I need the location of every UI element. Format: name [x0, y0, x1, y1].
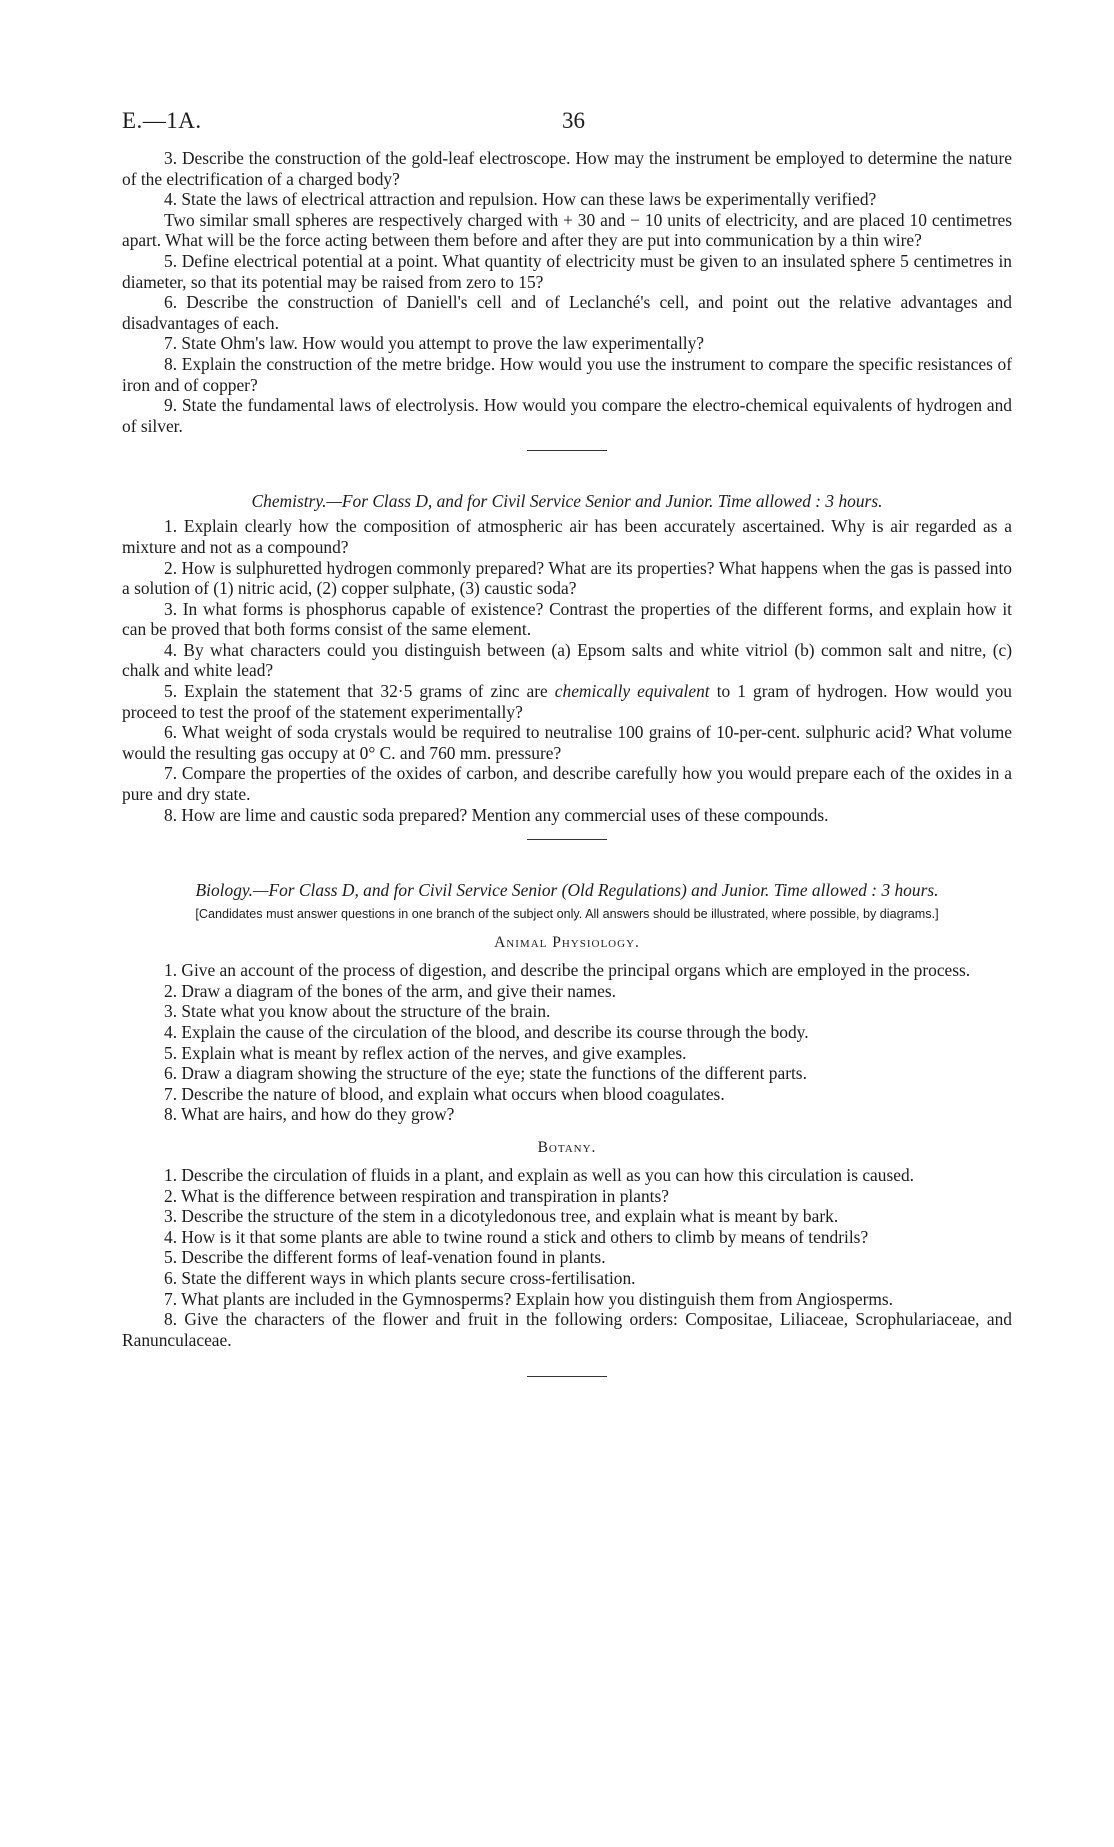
- question-paragraph: 4. State the laws of electrical attraction and repulsion. How can these laws be experimentally verified?: [164, 189, 877, 210]
- question-paragraph: 3. State what you know about the structure of the brain.: [164, 1001, 551, 1022]
- question-paragraph: 2. How is sulphuretted hydrogen commonly prepared? What are its properties? What happens when the gas is passed into a solution of (1) nitric acid, (2) copper sulphate, (3) caustic soda?: [122, 557, 1012, 599]
- page-number: 36: [562, 108, 585, 133]
- question-paragraph: 2. What is the difference between respiration and transpiration in plants?: [164, 1185, 669, 1206]
- question-paragraph: 7. State Ohm's law. How would you attempt to prove the law experimentally?: [164, 333, 705, 354]
- document-reference: E.—1A.: [122, 108, 202, 133]
- instruction-note: [Candidates must answer questions in one branch of the subject only. All answers should be illustrated, where possible, by diagrams.]: [195, 907, 939, 922]
- question-paragraph: 1. Describe the circulation of fluids in a plant, and explain as well as you can how this circulation is caused.: [164, 1164, 914, 1185]
- question-paragraph: 7. Compare the properties of the oxides of carbon, and describe carefully how you would prepare each of the oxides in a pure and dry state.: [122, 763, 1012, 805]
- question-text: 5. Explain the statement that 32·5 grams of zinc are: [164, 681, 555, 702]
- question-paragraph: [122, 681, 1012, 722]
- section-divider: [527, 839, 607, 840]
- document-page: [122, 108, 1012, 1417]
- section-divider: [527, 1376, 607, 1377]
- question-paragraph: 1. Give an account of the process of digestion, and describe the principal organs which are employed in the process.: [164, 960, 971, 981]
- question-paragraph: 5. Describe the different forms of leaf-venation found in plants.: [164, 1247, 606, 1268]
- question-paragraph: 8. What are hairs, and how do they grow?: [164, 1104, 455, 1125]
- question-paragraph: 5. Explain what is meant by reflex action of the nerves, and give examples.: [164, 1042, 687, 1063]
- botany-heading: Botany.: [537, 1138, 597, 1156]
- section-divider: [527, 450, 607, 451]
- question-text: to 1 gram of hydrogen. How would you proceed to test the proof of the statement experimentally?: [122, 681, 1012, 722]
- question-paragraph: Two similar small spheres are respectively charged with + 30 and − 10 units of electricity, and are placed 10 centimetres apart. What will be the force acting between them before and after they are put into communication by a thin wire?: [122, 209, 1012, 251]
- question-paragraph: 4. Explain the cause of the circulation of the blood, and describe its course through the body.: [164, 1022, 809, 1042]
- question-paragraph: 8. How are lime and caustic soda prepared? Mention any commercial uses of these compounds.: [164, 804, 829, 825]
- question-paragraph: 6. What weight of soda crystals would be required to neutralise 100 grains of 10-per-cent. sulphuric acid? What volume would the resulting gas occupy at 0° C. and 760 mm. pressure?: [122, 722, 1012, 763]
- page-header: [122, 108, 1012, 148]
- question-paragraph: 2. Draw a diagram of the bones of the arm, and give their names.: [164, 980, 617, 1001]
- emphasised-term: chemically equivalent: [554, 681, 710, 702]
- question-paragraph: 6. Draw a diagram showing the structure of the eye; state the functions of the different parts.: [164, 1063, 807, 1084]
- question-paragraph: 3. Describe the construction of the gold-leaf electroscope. How may the instrument be employed to determine the nature of the electrification of a charged body?: [122, 148, 1012, 189]
- question-paragraph: 6. State the different ways in which plants secure cross-fertilisation.: [164, 1267, 636, 1288]
- question-paragraph: 7. What plants are included in the Gymnosperms? Explain how you distinguish them from Angiosperms.: [164, 1288, 894, 1309]
- animal-physiology-heading: Animal Physiology.: [494, 934, 640, 952]
- chemistry-section: [122, 491, 1012, 825]
- question-paragraph: 9. State the fundamental laws of electrolysis. How would you compare the electro-chemical equivalents of hydrogen and of silver.: [122, 395, 1012, 436]
- question-paragraph: 4. How is it that some plants are able to twine round a stick and others to climb by means of tendrils?: [164, 1226, 869, 1247]
- question-paragraph: 8. Give the characters of the flower and fruit in the following orders: Compositae, Liliaceae, Scrophulariaceae, and Ranunculaceae.: [122, 1309, 1012, 1350]
- question-paragraph: 1. Explain clearly how the composition of atmospheric air has been accurately ascertained. Why is air regarded as a mixture and not as a compound?: [122, 516, 1012, 557]
- question-paragraph: 8. Explain the construction of the metre bridge. How would you use the instrument to compare the specific resistances of iron and of copper?: [122, 353, 1012, 395]
- question-paragraph: 3. In what forms is phosphorus capable of existence? Contrast the properties of the different forms, and explain how it can be proved that both forms consist of the same element.: [122, 598, 1012, 640]
- question-paragraph: 5. Define electrical potential at a point. What quantity of electricity must be given to an insulated sphere 5 centimetres in diameter, so that its potential may be raised from zero to 15?: [122, 250, 1012, 292]
- question-paragraph: 3. Describe the structure of the stem in a dicotyledonous tree, and explain what is meant by bark.: [164, 1206, 839, 1227]
- question-paragraph: 6. Describe the construction of Daniell's cell and of Leclanché's cell, and point out the relative advantages and disadvantages of each.: [122, 292, 1012, 333]
- question-paragraph: 4. By what characters could you distinguish between (a) Epsom salts and white vitriol (b) common salt and nitre, (c) chalk and white lead?: [122, 639, 1012, 681]
- physics-questions: [122, 148, 1012, 436]
- biology-title: Biology.—For Class D, and for Civil Service Senior (Old Regulations) and Junior. Time allowed : 3 hours.: [195, 880, 939, 901]
- biology-section: [122, 880, 1012, 1350]
- question-paragraph: 7. Describe the nature of blood, and explain what occurs when blood coagulates.: [164, 1083, 725, 1104]
- chemistry-title: Chemistry.—For Class D, and for Civil Service Senior and Junior. Time allowed : 3 hours.: [251, 491, 883, 512]
